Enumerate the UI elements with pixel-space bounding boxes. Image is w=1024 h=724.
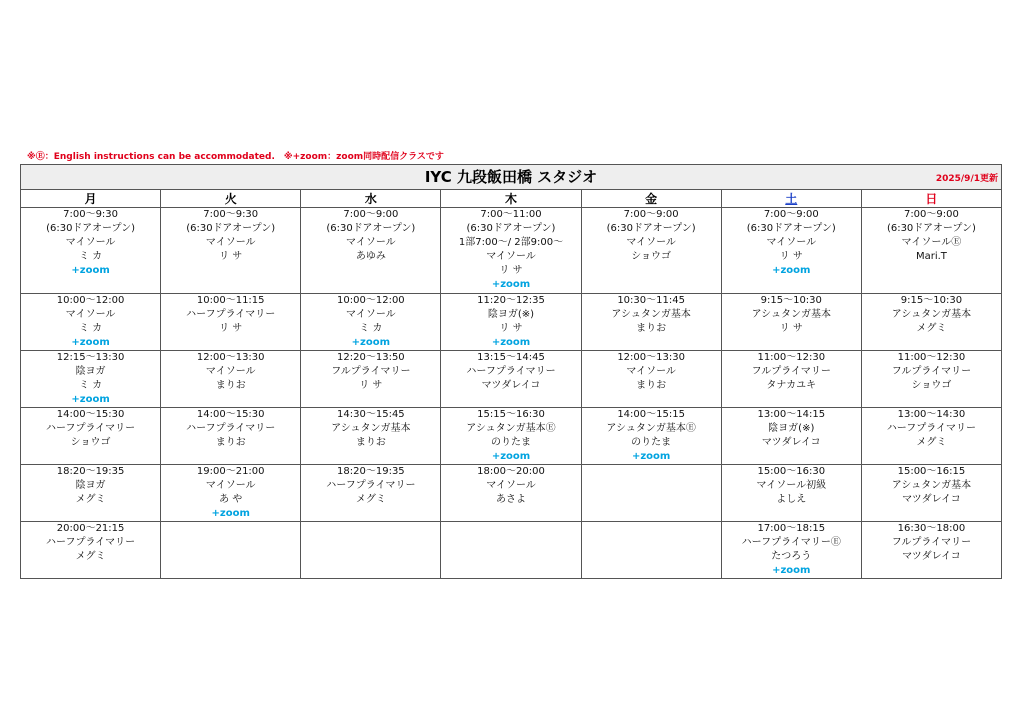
class-slot — [721, 408, 861, 465]
updated-date: 2025/9/1更新 — [935, 174, 998, 184]
class-slot-line: (6:30ドアオープン) — [46, 223, 136, 234]
legend-note: ※Ⓔ：English instructions can be accommodated. ※+zoom：zoom同時配信クラスです — [27, 152, 444, 162]
class-slot-line: ショウゴ — [631, 251, 672, 262]
schedule-row — [21, 351, 1002, 408]
class-slot-line: アシュタンガ基本 — [331, 423, 411, 434]
class-slot — [861, 408, 1001, 465]
class-slot-line: マイソール — [486, 480, 536, 491]
day-header-fri: 金 — [581, 190, 721, 208]
class-slot-line: 15:15～16:30 — [477, 409, 545, 420]
zoom-badge: +zoom — [351, 337, 391, 348]
day-header-sat — [721, 190, 861, 208]
class-slot-line: よしえ — [776, 494, 807, 505]
class-slot-line: アシュタンガ基本 — [611, 309, 691, 320]
class-slot-line: アシュタンガ基本 — [891, 309, 972, 320]
zoom-badge: +zoom — [71, 265, 110, 276]
day-header-tue: 火 — [161, 190, 301, 208]
class-slot-line: マイソール — [205, 366, 256, 377]
class-slot-line: 19:00～21:00 — [196, 466, 265, 477]
day-header-sun: 日 — [861, 190, 1001, 208]
class-slot — [441, 208, 581, 294]
class-slot-line: 陰ヨガ(※) — [768, 423, 815, 434]
class-slot-line: 10:00～11:15 — [196, 295, 265, 306]
day-header-sat-label: 土 — [785, 192, 798, 206]
class-slot — [161, 465, 301, 522]
class-slot — [861, 294, 1001, 351]
class-slot — [721, 294, 861, 351]
class-slot-line: フルプライマリー — [891, 537, 972, 548]
zoom-badge: +zoom — [71, 394, 110, 405]
class-slot-line: アシュタンガ基本Ⓔ — [466, 423, 556, 434]
class-slot — [21, 408, 161, 465]
class-slot-line: ハーフプライマリー — [466, 366, 556, 377]
class-slot-line: まりお — [215, 380, 246, 391]
class-slot-line: マツダレイコ — [481, 380, 541, 391]
class-slot-line: 7:00～9:00 — [623, 209, 679, 220]
class-slot — [161, 351, 301, 408]
class-slot-line: 12:15～13:30 — [56, 352, 125, 363]
class-slot — [581, 351, 721, 408]
class-slot — [21, 522, 161, 579]
class-slot — [161, 208, 301, 294]
class-slot-line: マイソール — [65, 309, 116, 320]
class-slot — [161, 294, 301, 351]
class-slot — [301, 351, 441, 408]
class-slot-line: ミ カ — [78, 380, 103, 391]
class-slot — [441, 351, 581, 408]
zoom-badge: +zoom — [631, 451, 671, 462]
day-header-thu: 木 — [441, 190, 581, 208]
class-slot-line: (6:30ドアオープン) — [746, 223, 836, 234]
class-slot-line: ミ カ — [78, 323, 103, 334]
class-slot-line: 13:00～14:30 — [897, 409, 966, 420]
class-slot-line: ハーフプライマリー — [186, 309, 276, 320]
class-slot-line: アシュタンガ基本Ⓔ — [606, 423, 696, 434]
class-slot-line: フルプライマリー — [891, 366, 972, 377]
class-slot-line: (6:30ドアオープン) — [466, 223, 556, 234]
class-slot-line: リ サ — [779, 323, 803, 334]
class-slot — [301, 208, 441, 294]
class-slot-line: 20:00～21:15 — [56, 523, 125, 534]
class-slot-line: たつろう — [771, 551, 812, 562]
class-slot-line: リ サ — [499, 265, 523, 276]
class-slot — [721, 351, 861, 408]
class-slot-line: ハーフプライマリー — [45, 423, 136, 434]
class-slot — [301, 408, 441, 465]
class-slot — [161, 408, 301, 465]
class-slot-line: アシュタンガ基本 — [751, 309, 831, 320]
class-slot — [861, 522, 1001, 579]
class-slot — [581, 408, 721, 465]
class-slot — [721, 208, 861, 294]
class-slot-line: 11:00～12:30 — [897, 352, 966, 363]
zoom-badge: +zoom — [772, 565, 811, 576]
class-slot — [861, 208, 1001, 294]
class-slot-line: リ サ — [779, 251, 803, 262]
class-slot-line: マイソール初級 — [756, 480, 827, 491]
class-slot — [441, 522, 581, 579]
class-slot — [301, 294, 441, 351]
class-slot — [21, 294, 161, 351]
class-slot-line: 18:20～19:35 — [56, 466, 125, 477]
class-slot-line: 18:00～20:00 — [477, 466, 545, 477]
class-slot — [581, 208, 721, 294]
class-slot-line: 15:00～16:15 — [897, 466, 966, 477]
class-slot-line: 14:30～15:45 — [337, 409, 405, 420]
class-slot-line: マイソール — [346, 237, 396, 248]
class-slot-line: あゆみ — [355, 251, 386, 262]
class-slot-line: リ サ — [219, 323, 243, 334]
day-header-wed: 水 — [301, 190, 441, 208]
day-header-mon: 月 — [21, 190, 161, 208]
zoom-badge: +zoom — [211, 508, 250, 519]
class-slot-line: メグミ — [75, 551, 106, 562]
class-slot — [301, 522, 441, 579]
class-slot-line: マイソール — [626, 366, 676, 377]
class-slot — [581, 522, 721, 579]
class-slot-line: マイソール — [766, 237, 817, 248]
class-slot-line: ミ カ — [359, 323, 383, 334]
schedule-row — [21, 408, 1002, 465]
class-slot-line: 7:00～9:30 — [63, 209, 119, 220]
class-slot-line: まりお — [355, 437, 386, 448]
class-slot — [441, 465, 581, 522]
class-slot-line: あ や — [219, 494, 243, 505]
class-slot-line: マイソール — [205, 237, 256, 248]
schedule-table — [20, 164, 1002, 579]
class-slot-line: マツダレイコ — [902, 494, 961, 505]
class-slot-line: 10:00～12:00 — [56, 295, 125, 306]
class-slot-line: フルプライマリー — [331, 366, 411, 377]
class-slot — [721, 522, 861, 579]
class-slot-line: まりお — [215, 437, 246, 448]
class-slot — [581, 294, 721, 351]
class-slot-line: (6:30ドアオープン) — [186, 223, 276, 234]
schedule-row — [21, 465, 1002, 522]
class-slot-line: 14:00～15:15 — [617, 409, 685, 420]
class-slot-line: Mari.T — [915, 251, 947, 262]
zoom-badge: +zoom — [491, 451, 531, 462]
class-slot-line: マイソール — [205, 480, 256, 491]
class-slot-line: 12:20～13:50 — [337, 352, 405, 363]
class-slot — [861, 351, 1001, 408]
class-slot-line: メグミ — [916, 323, 947, 334]
class-slot-line: 17:00～18:15 — [757, 523, 826, 534]
class-slot — [21, 465, 161, 522]
class-slot-line: 7:00～9:30 — [203, 209, 259, 220]
class-slot-line: 11:00～12:30 — [757, 352, 826, 363]
day-header-row — [21, 190, 1002, 208]
class-slot-line: 11:20～12:35 — [477, 295, 545, 306]
class-slot-line: マイソールⒺ — [901, 237, 962, 248]
class-slot-line: (6:30ドアオープン) — [886, 223, 976, 234]
class-slot-line: のりたま — [631, 437, 672, 448]
class-slot-line: リ サ — [359, 380, 383, 391]
class-slot-line: メグミ — [355, 494, 386, 505]
class-slot-line: 16:30～18:00 — [897, 523, 966, 534]
class-slot-line: (6:30ドアオープン) — [606, 223, 696, 234]
class-slot-line: ハーフプライマリー — [886, 423, 977, 434]
class-slot-line: 9:15～10:30 — [760, 295, 822, 306]
zoom-badge: +zoom — [491, 337, 531, 348]
class-slot-line: 9:15～10:30 — [900, 295, 963, 306]
schedule-row — [21, 208, 1002, 294]
class-slot-line: 7:00～9:00 — [343, 209, 399, 220]
schedule-body — [21, 208, 1002, 579]
class-slot-line: 12:00～13:30 — [196, 352, 265, 363]
class-slot-line: リ サ — [499, 323, 523, 334]
class-slot — [861, 465, 1001, 522]
class-slot-line: 1部7:00～/ 2部9:00～ — [458, 237, 564, 248]
schedule-row — [21, 522, 1002, 579]
class-slot-line: 10:00～12:00 — [337, 295, 405, 306]
class-slot-line: アシュタンガ基本 — [891, 480, 972, 491]
class-slot-line: ハーフプライマリー — [45, 537, 136, 548]
class-slot-line: のりたま — [490, 437, 531, 448]
class-slot-line: 陰ヨガ — [75, 480, 106, 491]
class-slot — [441, 294, 581, 351]
class-slot — [161, 522, 301, 579]
schedule-row — [21, 294, 1002, 351]
class-slot-line: 12:00～13:30 — [617, 352, 685, 363]
class-slot — [301, 465, 441, 522]
class-slot-line: 7:00～9:00 — [903, 209, 959, 220]
class-slot-line: まりお — [636, 380, 667, 391]
class-slot-line: メグミ — [75, 494, 106, 505]
class-slot-line: 7:00～11:00 — [480, 209, 542, 220]
class-slot-line: 13:00～14:15 — [757, 409, 826, 420]
class-slot-line: あさよ — [495, 494, 526, 505]
class-slot-line: ハーフプライマリーⒺ — [741, 537, 841, 548]
class-slot-line: ミ カ — [78, 251, 103, 262]
class-slot-line: 15:00～16:30 — [757, 466, 826, 477]
class-slot — [21, 351, 161, 408]
class-slot-line: マイソール — [486, 251, 536, 262]
class-slot-line: ショウゴ — [911, 380, 952, 391]
zoom-badge: +zoom — [491, 279, 531, 290]
class-slot — [21, 208, 161, 294]
class-slot-line: ハーフプライマリー — [186, 423, 276, 434]
class-slot — [721, 465, 861, 522]
class-slot-line: 18:20～19:35 — [337, 466, 405, 477]
class-slot-line: マツダレイコ — [761, 437, 821, 448]
class-slot-line: マイソール — [626, 237, 676, 248]
zoom-badge: +zoom — [772, 265, 811, 276]
class-slot-line: 13:15～14:45 — [477, 352, 545, 363]
class-slot-line: 10:30～11:45 — [617, 295, 685, 306]
class-slot-line: タナカユキ — [766, 380, 817, 391]
class-slot-line: (6:30ドアオープン) — [326, 223, 416, 234]
class-slot-line: マツダレイコ — [902, 551, 961, 562]
class-slot-line: ショウゴ — [70, 437, 111, 448]
class-slot-line: マイソール — [346, 309, 396, 320]
class-slot-line: 7:00～9:00 — [763, 209, 819, 220]
title-row — [21, 165, 1002, 190]
class-slot-line: 陰ヨガ(※) — [487, 309, 535, 320]
class-slot-line: メグミ — [916, 437, 947, 448]
class-slot-line: ハーフプライマリー — [326, 480, 416, 491]
class-slot-line: フルプライマリー — [751, 366, 831, 377]
studio-title: IYC 九段飯田橋 スタジオ — [424, 168, 598, 186]
class-slot-line: 14:00～15:30 — [196, 409, 265, 420]
class-slot-line: まりお — [636, 323, 667, 334]
class-slot-line: リ サ — [219, 251, 243, 262]
class-slot — [581, 465, 721, 522]
class-slot-line: マイソール — [65, 237, 116, 248]
class-slot-line: 陰ヨガ — [75, 366, 106, 377]
zoom-badge: +zoom — [71, 337, 110, 348]
class-slot — [441, 408, 581, 465]
class-slot-line: 14:00～15:30 — [56, 409, 125, 420]
